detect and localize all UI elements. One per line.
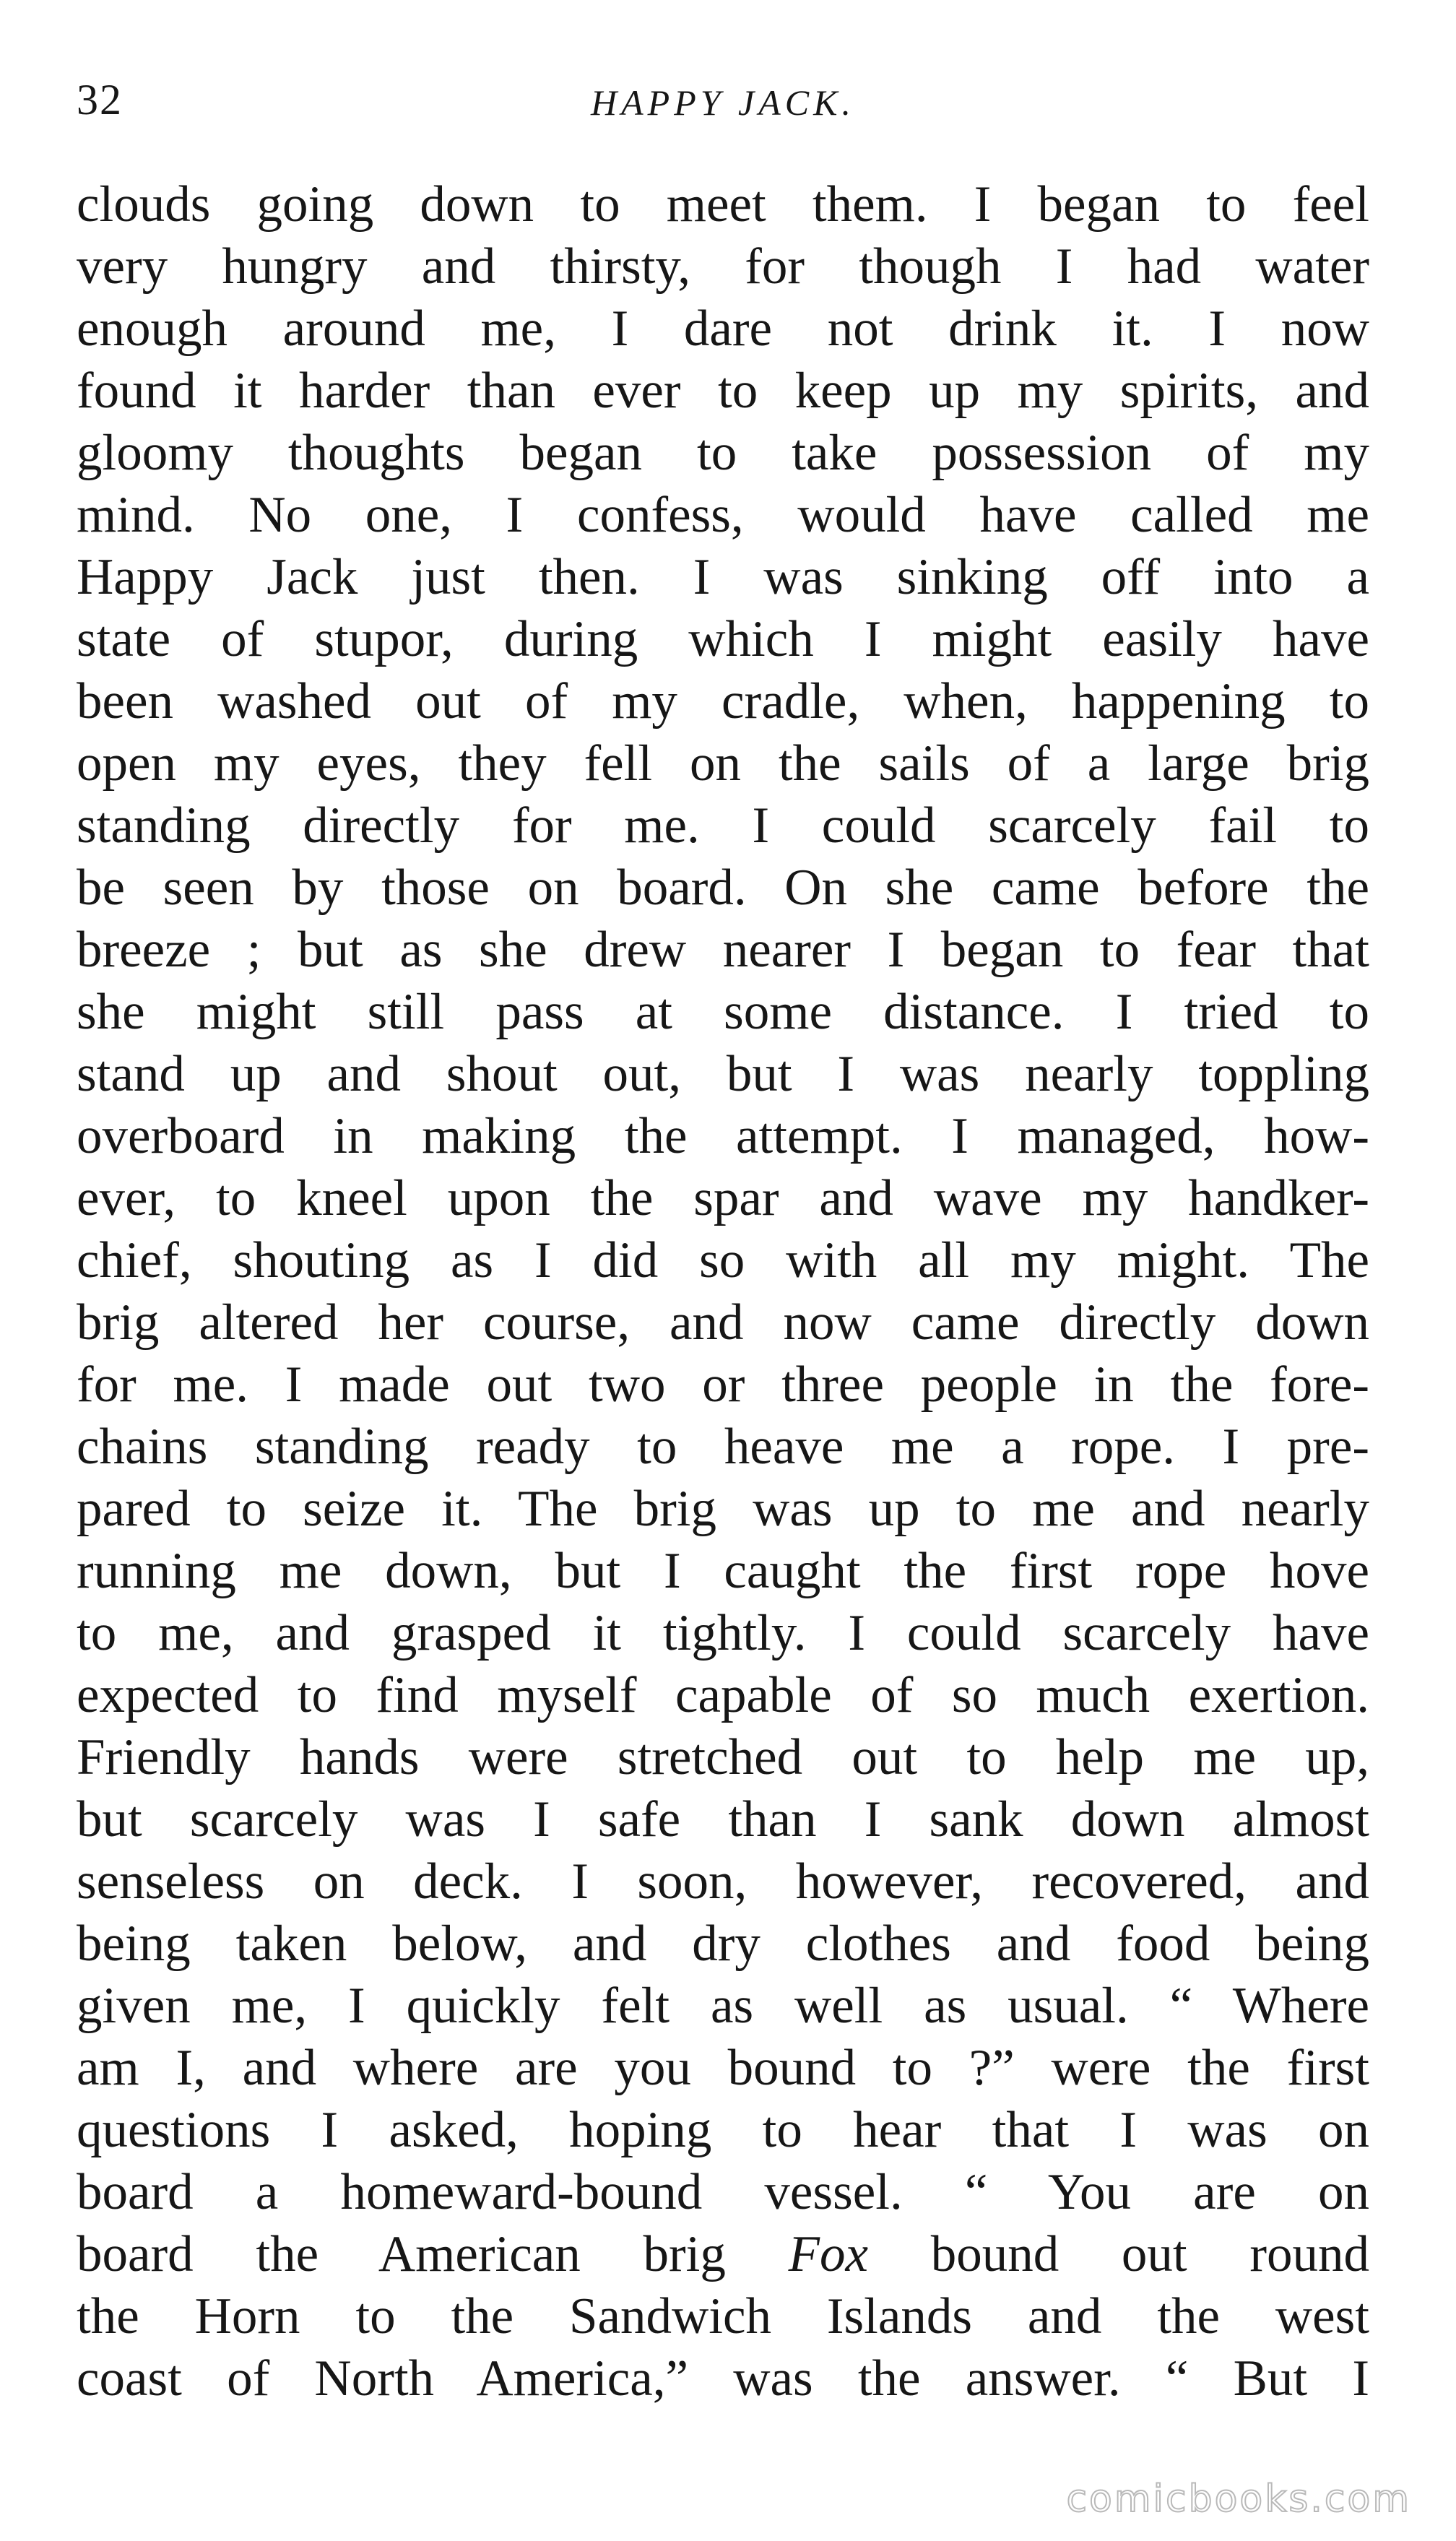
- text-line: clouds going down to meet them. I began to feel: [77, 176, 1369, 233]
- watermark: comicbooks.com: [1066, 2477, 1411, 2521]
- text-line: overboard in making the attempt. I managed, how-: [77, 1108, 1369, 1164]
- text-line: open my eyes, they fell on the sails of a large brig: [77, 735, 1369, 792]
- text-line: breeze ; but as she drew nearer I began to fear that: [77, 922, 1369, 978]
- text-line: running me down, but I caught the first rope hove: [77, 1543, 1369, 1599]
- text-line: given me, I quickly felt as well as usual. “ Where: [77, 1978, 1369, 2034]
- text-line: mind. No one, I confess, would have called me: [77, 487, 1369, 543]
- text-line: senseless on deck. I soon, however, recovered, and: [77, 1853, 1369, 1910]
- text-line: board a homeward-bound vessel. “ You are on: [77, 2164, 1369, 2220]
- text-line: am I, and where are you bound to ?” were the first: [77, 2040, 1369, 2096]
- text-line: standing directly for me. I could scarcely fail to: [77, 797, 1369, 854]
- text-line: she might still pass at some distance. I tried to: [77, 984, 1369, 1040]
- text-line: chief, shouting as I did so with all my might. The: [77, 1232, 1369, 1289]
- text-line: Happy Jack just then. I was sinking off into a: [77, 549, 1369, 605]
- text-line: but scarcely was I safe than I sank down almost: [77, 1791, 1369, 1848]
- text-line: brig altered her course, and now came directly down: [77, 1294, 1369, 1351]
- text-line: Friendly hands were stretched out to help me up,: [77, 1729, 1369, 1785]
- ship-name: Fox: [788, 2226, 868, 2282]
- text-line: pared to seize it. The brig was up to me and nearly: [77, 1481, 1369, 1537]
- text-line: ever, to kneel upon the spar and wave my handker-: [77, 1170, 1369, 1226]
- text-line: questions I asked, hoping to hear that I was on: [77, 2102, 1369, 2158]
- body-text: [77, 173, 1369, 2410]
- text-line: be seen by those on board. On she came before the: [77, 860, 1369, 916]
- text-line: state of stupor, during which I might easily have: [77, 611, 1369, 667]
- text-line: chains standing ready to heave me a rope. I pre-: [77, 1419, 1369, 1475]
- text-segment: board the American brig: [77, 2226, 789, 2282]
- text-line: for me. I made out two or three people in the fore-: [77, 1356, 1369, 1413]
- text-segment: bound out round: [868, 2226, 1369, 2282]
- text-line: gloomy thoughts began to take possession of my: [77, 425, 1369, 481]
- text-line: enough around me, I dare not drink it. I now: [77, 300, 1369, 357]
- text-line-ship-name: [77, 2223, 1369, 2285]
- text-line: stand up and shout out, but I was nearly toppling: [77, 1046, 1369, 1102]
- text-line: very hungry and thirsty, for though I had water: [77, 238, 1369, 295]
- text-line: to me, and grasped it tightly. I could scarcely have: [77, 1605, 1369, 1661]
- text-line: been washed out of my cradle, when, happening to: [77, 673, 1369, 730]
- text-line: coast of North America,” was the answer. “ But I: [77, 2350, 1369, 2407]
- page-number: 32: [77, 76, 123, 124]
- page-header: [77, 71, 1369, 129]
- text-line: being taken below, and dry clothes and food being: [77, 1916, 1369, 1972]
- text-line: found it harder than ever to keep up my spirits, and: [77, 363, 1369, 419]
- text-line: the Horn to the Sandwich Islands and the west: [77, 2288, 1369, 2345]
- running-title: HAPPY JACK.: [591, 82, 855, 123]
- text-line: expected to find myself capable of so much exertion.: [77, 1667, 1369, 1723]
